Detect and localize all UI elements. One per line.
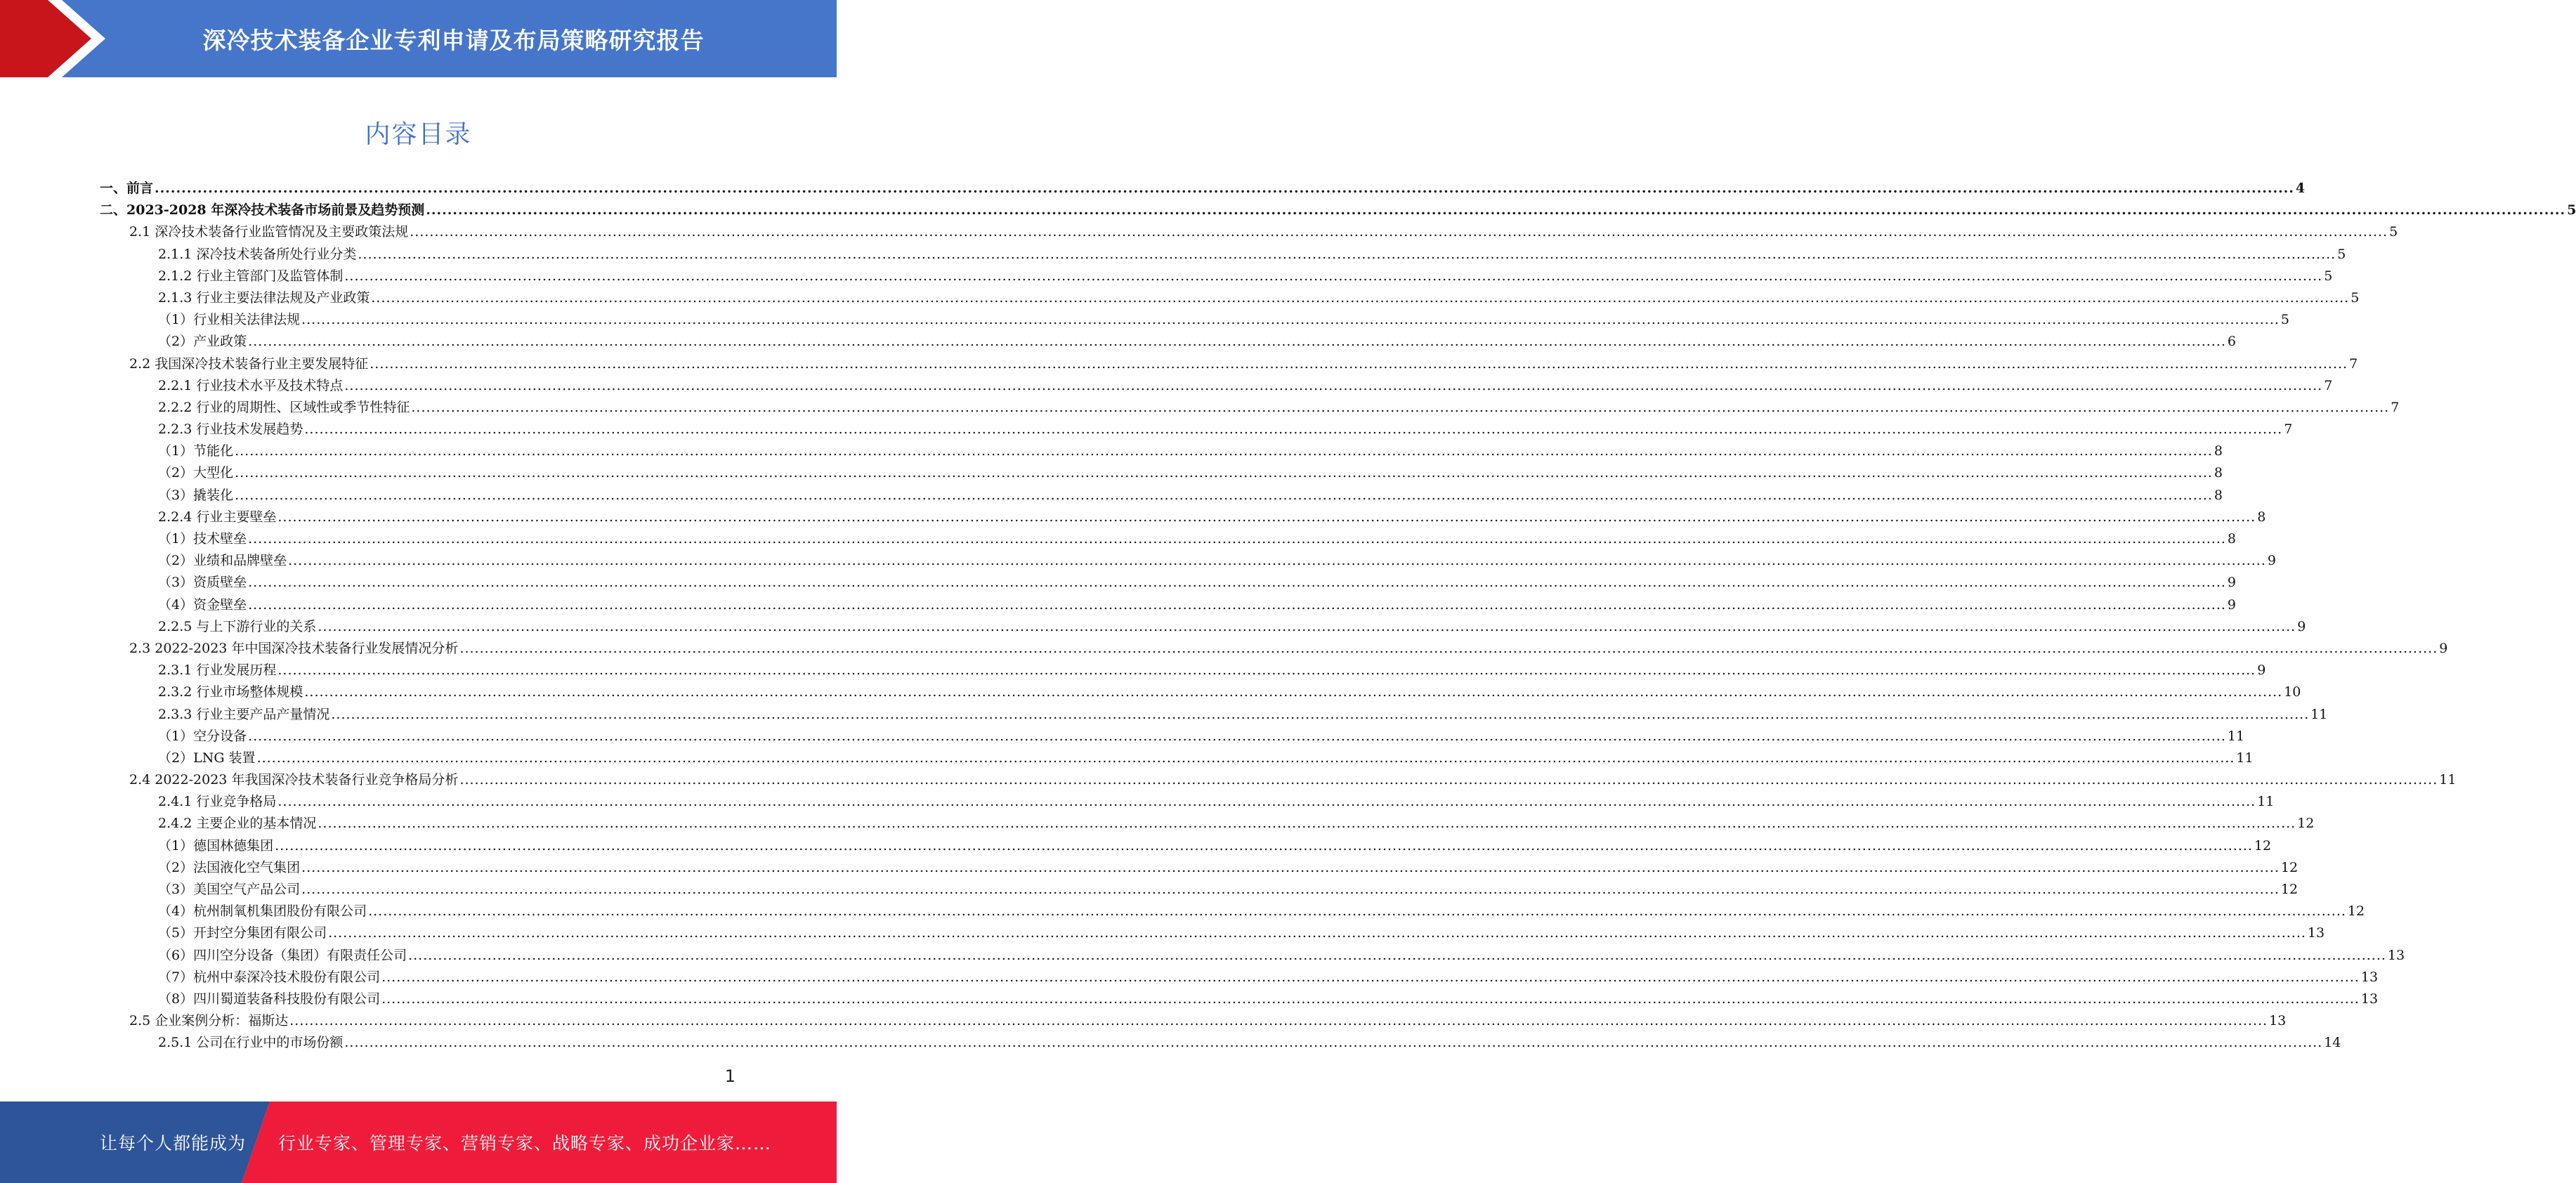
toc-entry[interactable] bbox=[100, 922, 2325, 944]
toc-dot-leader: ................................................................................................................................................................................................................................................................................................................................................................................................................ bbox=[277, 794, 2256, 810]
toc-entry-title: 2.3 2022-2023 年中国深冷技术装备行业发展情况分析 bbox=[129, 640, 459, 656]
toc-entry-page: 11 bbox=[2310, 706, 2328, 722]
toc-entry-title: 2.1 深冷技术装备行业监管情况及主要政策法规 bbox=[129, 224, 409, 240]
toc-entry-page: 6 bbox=[2227, 334, 2237, 350]
toc-dot-leader: ................................................................................................................................................................................................................................................................................................................................................................................................................ bbox=[304, 421, 2283, 438]
report-footer bbox=[0, 1102, 837, 1183]
toc-entry-page: 9 bbox=[2267, 553, 2277, 569]
toc-entry-page: 8 bbox=[2214, 465, 2223, 481]
toc-entry[interactable] bbox=[100, 485, 2223, 506]
toc-entry-title: （2）LNG 装置 bbox=[158, 750, 256, 766]
toc-dot-leader: ................................................................................................................................................................................................................................................................................................................................................................................................................ bbox=[248, 596, 2226, 613]
toc-dot-leader: ................................................................................................................................................................................................................................................................................................................................................................................................................ bbox=[371, 289, 2350, 306]
toc-entry-title: 2.1.3 行业主要法律法规及产业政策 bbox=[158, 289, 370, 306]
toc-entry-title: 2.1.1 深冷技术装备所处行业分类 bbox=[158, 246, 357, 262]
toc-entry-title: 一、前言 bbox=[100, 181, 154, 196]
report-header bbox=[0, 0, 837, 77]
toc-entry[interactable] bbox=[100, 221, 2398, 243]
toc-entry-title: 2.2.4 行业主要壁垒 bbox=[158, 509, 277, 525]
toc-entry-title: 2.3.3 行业主要产品产量情况 bbox=[158, 706, 330, 722]
toc-entry[interactable] bbox=[100, 791, 2275, 813]
toc-entry[interactable] bbox=[100, 375, 2333, 397]
toc-dot-leader: ................................................................................................................................................................................................................................................................................................................................................................................................................ bbox=[275, 837, 2253, 854]
toc-dot-leader: ................................................................................................................................................................................................................................................................................................................................................................................................................ bbox=[248, 531, 2226, 547]
toc-entry[interactable] bbox=[100, 945, 2405, 967]
toc-entry-title: 2.2.2 行业的周期性、区域性或季节性特征 bbox=[158, 399, 410, 415]
toc-entry[interactable] bbox=[100, 681, 2301, 703]
toc-dot-leader: ................................................................................................................................................................................................................................................................................................................................................................................................................ bbox=[370, 355, 2348, 372]
toc-dot-leader: ................................................................................................................................................................................................................................................................................................................................................................................................................ bbox=[318, 816, 2296, 832]
toc-dot-leader: ................................................................................................................................................................................................................................................................................................................................................................................................................ bbox=[318, 618, 2296, 634]
toc-entry-title: 2.4.2 主要企业的基本情况 bbox=[158, 816, 317, 832]
toc-entry-title: （7）杭州中泰深冷技术股份有限公司 bbox=[158, 969, 381, 985]
toc-entry-title: 2.1.2 行业主管部门及监管体制 bbox=[158, 268, 344, 284]
table-of-contents bbox=[100, 178, 2576, 1054]
toc-entry-page: 8 bbox=[2214, 487, 2223, 503]
toc-dot-leader: ................................................................................................................................................................................................................................................................................................................................................................................................................ bbox=[301, 312, 2280, 328]
toc-entry[interactable] bbox=[100, 331, 2237, 353]
toc-entry-page: 8 bbox=[2227, 531, 2237, 547]
toc-entry[interactable] bbox=[100, 528, 2237, 550]
toc-entry-title: （1）行业相关法律法规 bbox=[158, 312, 301, 328]
toc-entry-title: （6）四川空分设备（集团）有限责任公司 bbox=[158, 947, 407, 963]
toc-entry-title: （8）四川蜀道装备科技股份有限公司 bbox=[158, 991, 381, 1007]
toc-entry-page: 11 bbox=[2227, 728, 2245, 744]
toc-entry[interactable] bbox=[100, 550, 2277, 572]
toc-entry-page: 8 bbox=[2214, 443, 2223, 459]
toc-dot-leader: ................................................................................................................................................................................................................................................................................................................................................................................................................ bbox=[304, 684, 2283, 700]
toc-entry-page: 9 bbox=[2297, 618, 2306, 634]
toc-entry[interactable] bbox=[100, 813, 2315, 835]
toc-entry-page: 13 bbox=[2269, 1013, 2287, 1029]
toc-dot-leader: ................................................................................................................................................................................................................................................................................................................................................................................................................ bbox=[301, 859, 2280, 875]
toc-entry-page: 5 bbox=[2567, 202, 2576, 218]
toc-entry-page: 11 bbox=[2257, 794, 2275, 810]
toc-dot-leader: ................................................................................................................................................................................................................................................................................................................................................................................................................ bbox=[235, 487, 2213, 503]
toc-entry-title: （3）资质壁垒 bbox=[158, 575, 247, 591]
footer-slogan-left: 让每个人都能成为 bbox=[100, 1133, 247, 1153]
toc-entry-title: （1）节能化 bbox=[158, 443, 234, 459]
toc-dot-leader: ................................................................................................................................................................................................................................................................................................................................................................................................................ bbox=[410, 224, 2388, 240]
toc-entry[interactable] bbox=[100, 506, 2266, 528]
toc-entry-page: 4 bbox=[2295, 181, 2306, 196]
toc-entry-title: （1）空分设备 bbox=[158, 728, 247, 744]
footer-slogan-right: 行业专家、管理专家、营销专家、战略专家、成功企业家…… bbox=[278, 1133, 772, 1153]
toc-entry-page: 10 bbox=[2284, 684, 2301, 700]
toc-entry-title: 2.5.1 公司在行业中的市场份额 bbox=[158, 1035, 344, 1051]
toc-entry-title: 2.2.1 行业技术水平及技术特点 bbox=[158, 377, 344, 393]
toc-entry-page: 13 bbox=[2307, 925, 2325, 941]
toc-dot-leader: ................................................................................................................................................................................................................................................................................................................................................................................................................ bbox=[248, 728, 2226, 744]
toc-entry-title: 2.4 2022-2023 年我国深冷技术装备行业竞争格局分析 bbox=[129, 772, 459, 788]
toc-entry-page: 12 bbox=[2297, 816, 2315, 832]
toc-dot-leader: ................................................................................................................................................................................................................................................................................................................................................................................................................ bbox=[344, 268, 2323, 284]
toc-entry-page: 7 bbox=[2324, 377, 2333, 393]
toc-entry-page: 11 bbox=[2236, 750, 2254, 766]
toc-entry[interactable] bbox=[100, 616, 2306, 638]
toc-entry-page: 13 bbox=[2360, 991, 2379, 1007]
toc-entry-page: 14 bbox=[2324, 1035, 2341, 1051]
toc-entry[interactable] bbox=[100, 747, 2254, 769]
toc-dot-leader: ................................................................................................................................................................................................................................................................................................................................................................................................................ bbox=[408, 947, 2386, 963]
toc-entry-page: 12 bbox=[2347, 903, 2365, 920]
toc-entry[interactable] bbox=[100, 967, 2379, 988]
toc-entry-title: （5）开封空分集团有限公司 bbox=[158, 925, 327, 941]
toc-dot-leader: ................................................................................................................................................................................................................................................................................................................................................................................................................ bbox=[155, 181, 2294, 196]
toc-dot-leader: ................................................................................................................................................................................................................................................................................................................................................................................................................ bbox=[411, 399, 2390, 415]
toc-entry[interactable] bbox=[100, 440, 2223, 462]
toc-heading: 内容目录 bbox=[365, 120, 472, 149]
toc-entry[interactable] bbox=[100, 901, 2365, 922]
toc-entry-title: （3）撬装化 bbox=[158, 487, 234, 503]
toc-entry-title: 2.3.1 行业发展历程 bbox=[158, 662, 277, 679]
toc-entry-title: （2）产业政策 bbox=[158, 334, 247, 350]
toc-entry[interactable] bbox=[100, 594, 2237, 616]
toc-entry[interactable] bbox=[100, 660, 2266, 681]
page-number: 1 bbox=[724, 1066, 735, 1086]
toc-dot-leader: ................................................................................................................................................................................................................................................................................................................................................................................................................ bbox=[358, 246, 2336, 262]
toc-entry-page: 8 bbox=[2257, 509, 2266, 525]
toc-dot-leader: ................................................................................................................................................................................................................................................................................................................................................................................................................ bbox=[328, 925, 2306, 941]
toc-entry-title: （1）技术壁垒 bbox=[158, 531, 247, 547]
toc-entry-title: 2.2.5 与上下游行业的关系 bbox=[158, 618, 317, 634]
toc-entry-page: 5 bbox=[2280, 312, 2290, 328]
toc-dot-leader: ................................................................................................................................................................................................................................................................................................................................................................................................................ bbox=[277, 662, 2256, 679]
toc-dot-leader: ................................................................................................................................................................................................................................................................................................................................................................................................................ bbox=[235, 465, 2213, 481]
toc-entry-page: 7 bbox=[2349, 355, 2358, 372]
toc-dot-leader: ................................................................................................................................................................................................................................................................................................................................................................................................................ bbox=[459, 640, 2438, 656]
toc-dot-leader: ................................................................................................................................................................................................................................................................................................................................................................................................................ bbox=[289, 1013, 2268, 1029]
toc-dot-leader: ................................................................................................................................................................................................................................................................................................................................................................................................................ bbox=[426, 202, 2566, 218]
toc-dot-leader: ................................................................................................................................................................................................................................................................................................................................................................................................................ bbox=[459, 772, 2438, 788]
toc-entry-title: 2.2.3 行业技术发展趋势 bbox=[158, 421, 303, 438]
toc-entry[interactable] bbox=[100, 835, 2272, 857]
toc-entry-title: （2）大型化 bbox=[158, 465, 234, 481]
toc-entry-page: 5 bbox=[2337, 246, 2346, 262]
toc-entry[interactable] bbox=[100, 244, 2346, 266]
toc-dot-leader: ................................................................................................................................................................................................................................................................................................................................................................................................................ bbox=[381, 969, 2360, 985]
toc-entry-page: 9 bbox=[2257, 662, 2266, 679]
toc-entry[interactable] bbox=[100, 178, 2306, 200]
toc-entry[interactable] bbox=[100, 1010, 2287, 1032]
toc-entry-title: （1）德国林德集团 bbox=[158, 837, 274, 854]
toc-dot-leader: ................................................................................................................................................................................................................................................................................................................................................................................................................ bbox=[235, 443, 2213, 459]
toc-entry[interactable] bbox=[100, 419, 2293, 440]
toc-entry-page: 12 bbox=[2280, 882, 2299, 897]
toc-entry[interactable] bbox=[100, 309, 2290, 331]
toc-entry-page: 7 bbox=[2284, 421, 2293, 438]
toc-entry[interactable] bbox=[100, 266, 2333, 287]
toc-dot-leader: ................................................................................................................................................................................................................................................................................................................................................................................................................ bbox=[381, 991, 2360, 1007]
toc-entry-page: 9 bbox=[2227, 596, 2237, 613]
toc-entry[interactable] bbox=[100, 704, 2328, 726]
toc-entry[interactable] bbox=[100, 638, 2448, 660]
toc-entry-title: 二、2023-2028 年深冷技术装备市场前景及趋势预测 bbox=[100, 202, 425, 218]
toc-entry-page: 5 bbox=[2389, 224, 2398, 240]
toc-entry[interactable] bbox=[100, 769, 2457, 791]
toc-dot-leader: ................................................................................................................................................................................................................................................................................................................................................................................................................ bbox=[331, 706, 2310, 722]
toc-entry-page: 7 bbox=[2391, 399, 2400, 415]
toc-entry-page: 9 bbox=[2439, 640, 2448, 656]
toc-entry-page: 13 bbox=[2387, 947, 2405, 963]
toc-entry-title: （2）法国液化空气集团 bbox=[158, 859, 301, 875]
toc-dot-leader: ................................................................................................................................................................................................................................................................................................................................................................................................................ bbox=[368, 903, 2346, 920]
toc-entry[interactable] bbox=[100, 857, 2299, 879]
toc-entry[interactable] bbox=[100, 462, 2223, 484]
toc-entry[interactable] bbox=[100, 200, 2576, 221]
report-title: 深冷技术装备企业专利申请及布局策略研究报告 bbox=[202, 26, 705, 54]
toc-entry-title: 2.4.1 行业竞争格局 bbox=[158, 794, 277, 810]
toc-entry-page: 5 bbox=[2324, 268, 2333, 284]
toc-entry-title: 2.3.2 行业市场整体规模 bbox=[158, 684, 303, 700]
toc-entry-page: 12 bbox=[2280, 859, 2299, 875]
toc-dot-leader: ................................................................................................................................................................................................................................................................................................................................................................................................................ bbox=[248, 334, 2226, 350]
toc-dot-leader: ................................................................................................................................................................................................................................................................................................................................................................................................................ bbox=[344, 377, 2323, 393]
toc-entry[interactable] bbox=[100, 726, 2245, 747]
toc-dot-leader: ................................................................................................................................................................................................................................................................................................................................................................................................................ bbox=[248, 575, 2226, 591]
toc-entry-title: 2.2 我国深冷技术装备行业主要发展特征 bbox=[129, 355, 369, 372]
toc-entry-page: 13 bbox=[2360, 969, 2379, 985]
toc-entry-page: 12 bbox=[2254, 837, 2272, 854]
toc-dot-leader: ................................................................................................................................................................................................................................................................................................................................................................................................................ bbox=[288, 553, 2266, 569]
toc-entry[interactable] bbox=[100, 879, 2299, 901]
toc-dot-leader: ................................................................................................................................................................................................................................................................................................................................................................................................................ bbox=[256, 750, 2235, 766]
toc-entry-page: 11 bbox=[2439, 772, 2457, 788]
toc-entry[interactable] bbox=[100, 287, 2360, 309]
toc-entry-title: 2.5 企业案例分析：福斯达 bbox=[129, 1013, 289, 1029]
toc-entry-title: （2）业绩和品牌壁垒 bbox=[158, 553, 287, 569]
toc-entry[interactable] bbox=[100, 988, 2379, 1010]
toc-entry-title: （3）美国空气产品公司 bbox=[158, 882, 301, 897]
toc-entry-title: （4）资金壁垒 bbox=[158, 596, 247, 613]
toc-entry[interactable] bbox=[100, 397, 2400, 419]
toc-dot-leader: ................................................................................................................................................................................................................................................................................................................................................................................................................ bbox=[344, 1035, 2323, 1051]
toc-entry[interactable] bbox=[100, 1032, 2341, 1054]
toc-dot-leader: ................................................................................................................................................................................................................................................................................................................................................................................................................ bbox=[301, 882, 2280, 897]
toc-entry-title: （4）杭州制氧机集团股份有限公司 bbox=[158, 903, 367, 920]
toc-entry-page: 9 bbox=[2227, 575, 2237, 591]
toc-entry[interactable] bbox=[100, 353, 2358, 375]
toc-entry-page: 5 bbox=[2351, 289, 2360, 306]
toc-entry[interactable] bbox=[100, 572, 2237, 594]
toc-dot-leader: ................................................................................................................................................................................................................................................................................................................................................................................................................ bbox=[277, 509, 2256, 525]
